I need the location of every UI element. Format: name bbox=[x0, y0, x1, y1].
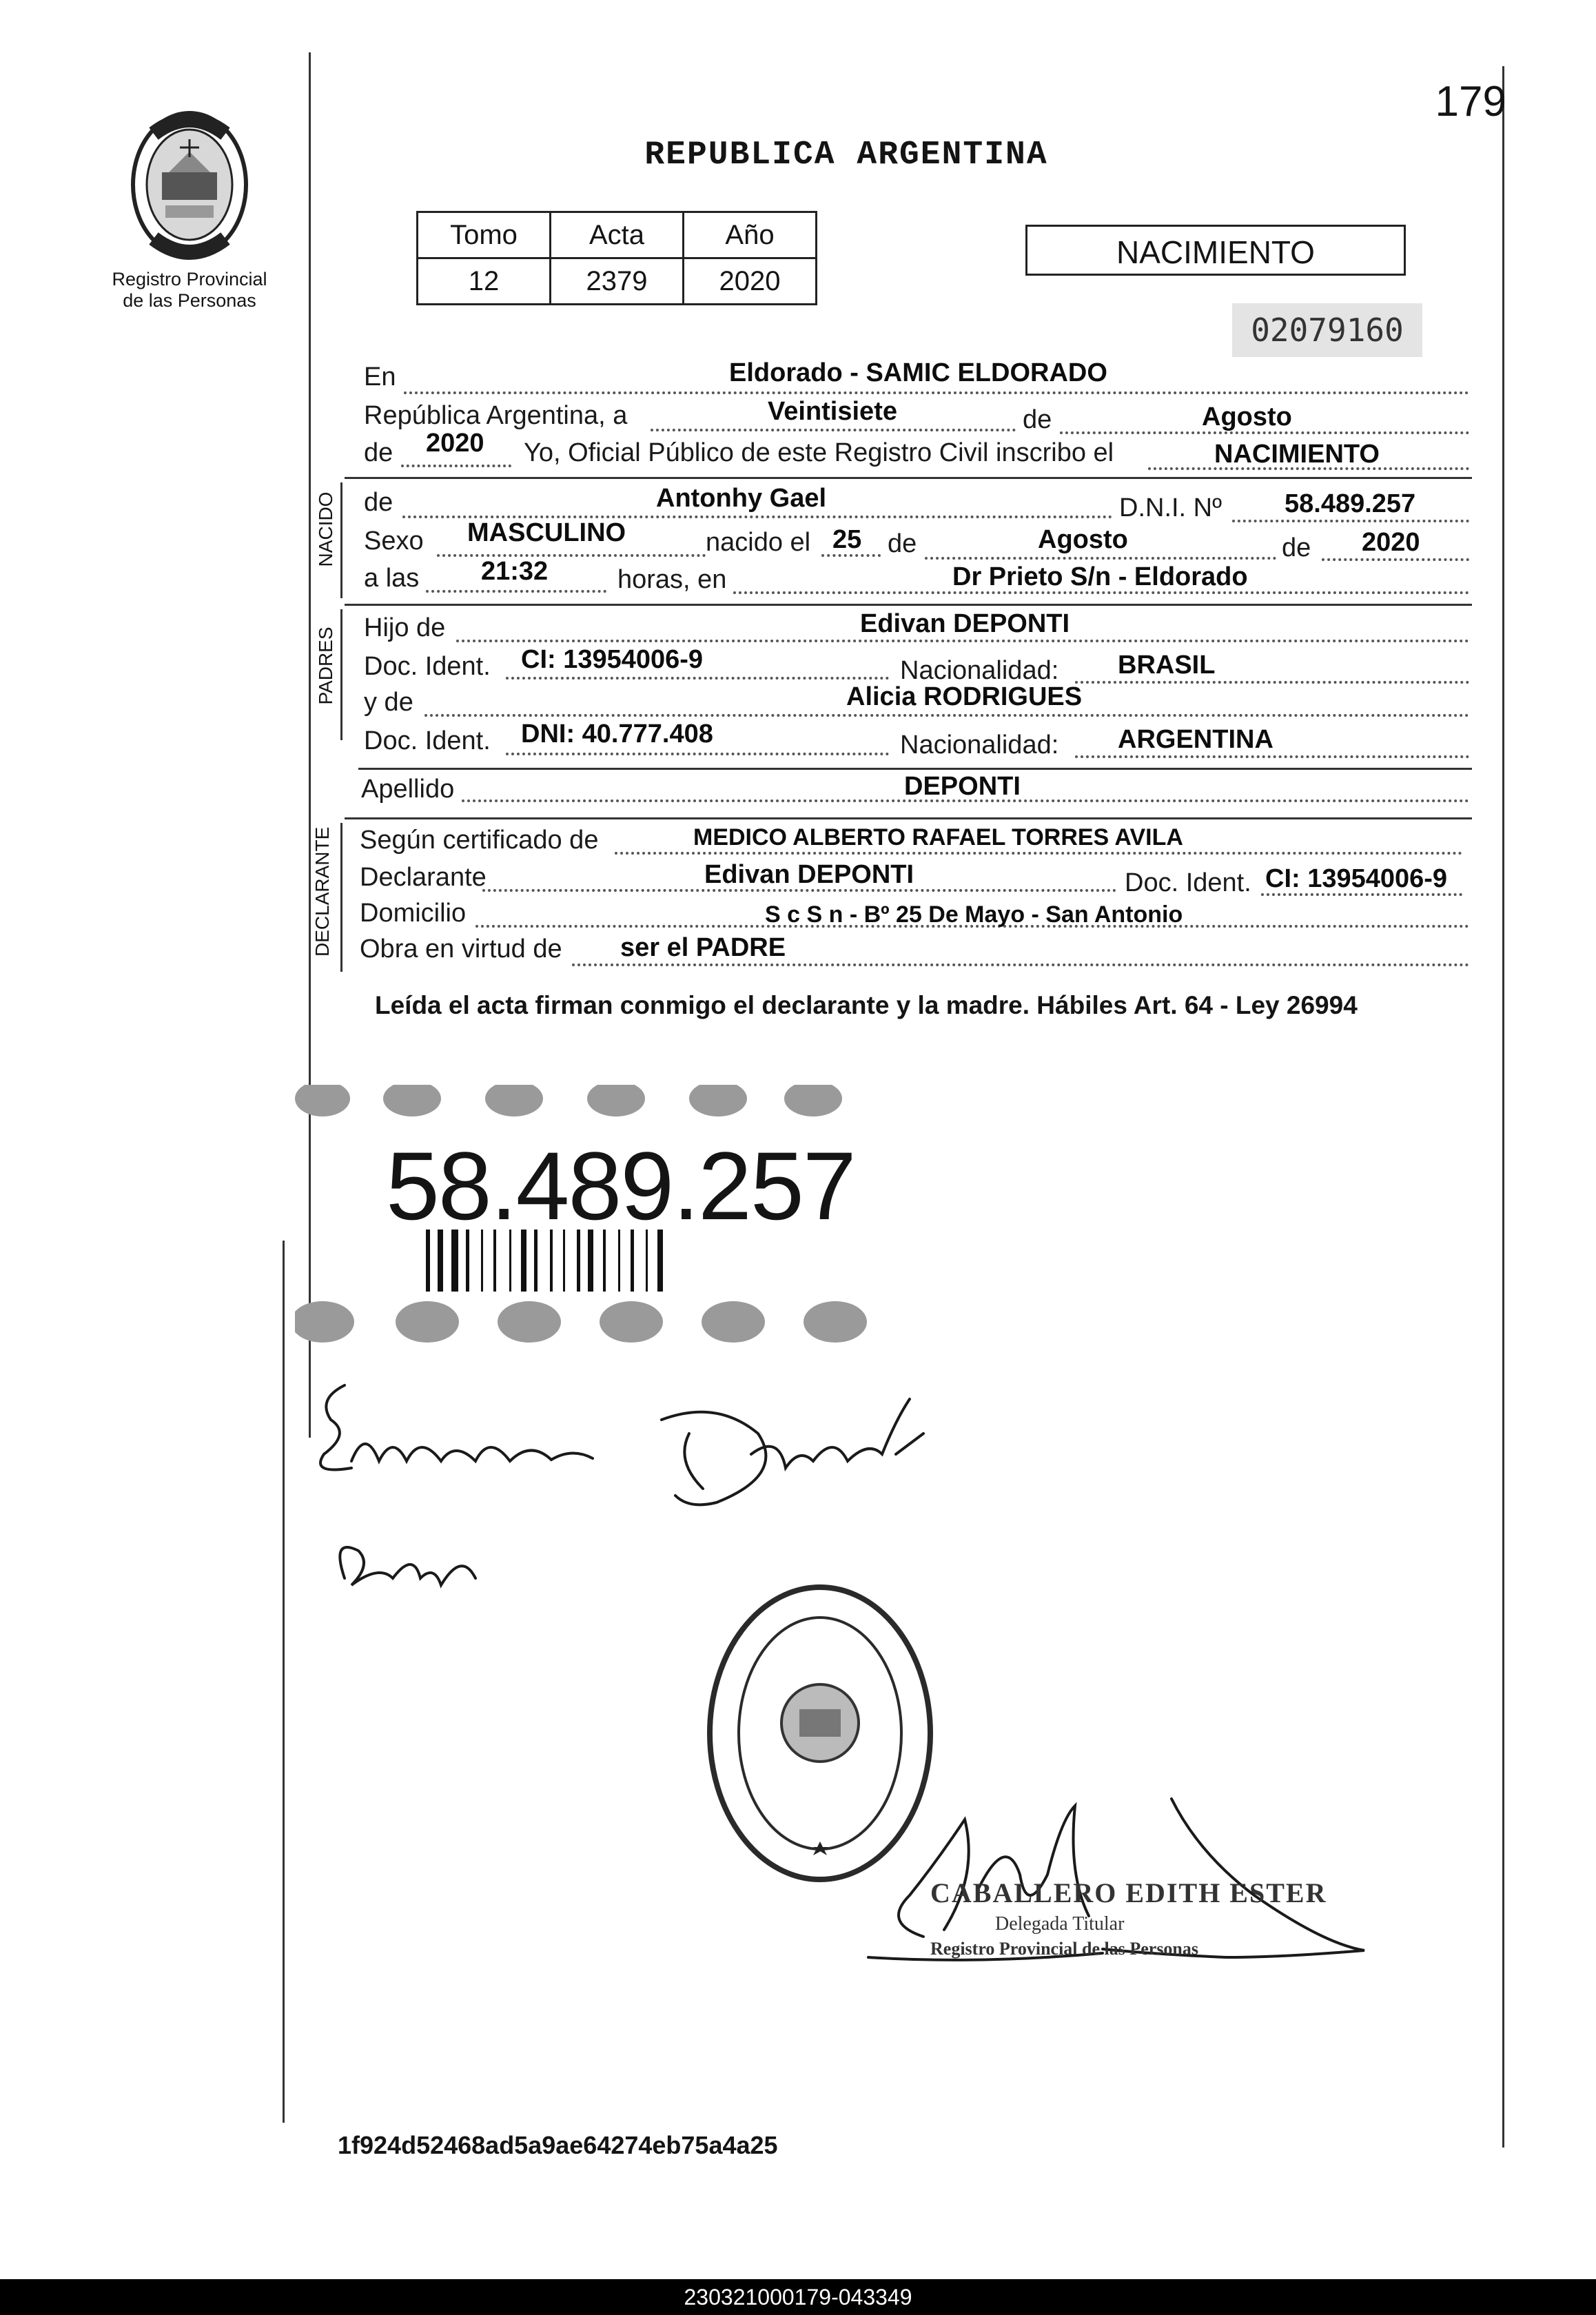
logo-caption-line1: Registro Provincial bbox=[112, 269, 267, 289]
section-divider bbox=[358, 768, 1472, 770]
section-label-nacido: NACIDO bbox=[315, 491, 336, 567]
dni-label-number: 58.489.257 bbox=[386, 1132, 855, 1240]
dotted-line bbox=[506, 753, 889, 755]
dotted-line bbox=[506, 677, 889, 680]
value-certificate-by: MEDICO ALBERTO RAFAEL TORRES AVILA bbox=[693, 824, 1183, 850]
label-doc-ident-father: Doc. Ident. bbox=[364, 652, 491, 681]
label-de: de bbox=[1023, 405, 1052, 434]
value-name: Antonhy Gael bbox=[656, 484, 827, 513]
document-hash: 1f924d52468ad5a9ae64274eb75a4a25 bbox=[338, 2131, 778, 2159]
document-title: REPUBLICA ARGENTINA bbox=[644, 136, 1048, 174]
register-table-header bbox=[418, 212, 817, 258]
label-apellido: Apellido bbox=[361, 775, 455, 804]
dotted-line bbox=[456, 640, 1469, 642]
label-de-year: de bbox=[364, 438, 393, 467]
label-de-birth-month: de bbox=[888, 529, 917, 558]
register-header-acta: Acta bbox=[551, 212, 684, 258]
value-father: Edivan DEPONTI bbox=[860, 609, 1070, 638]
section-bracket bbox=[340, 823, 342, 972]
label-doc-ident-declarant: Doc. Ident. bbox=[1125, 868, 1251, 897]
value-mother-nationality: ARGENTINA bbox=[1118, 725, 1273, 754]
dotted-line bbox=[572, 963, 1469, 966]
label-obra: Obra en virtud de bbox=[360, 935, 562, 963]
serial-stamp: 02079160 bbox=[1232, 303, 1422, 357]
dotted-line bbox=[404, 391, 1469, 394]
label-doc-ident-mother: Doc. Ident. bbox=[364, 726, 491, 755]
register-header-ano: Año bbox=[684, 212, 817, 258]
dotted-line bbox=[401, 465, 511, 467]
section-divider bbox=[345, 477, 1472, 479]
dotted-line bbox=[651, 429, 1016, 431]
label-a-las: a las bbox=[364, 564, 420, 593]
value-birth-day: 25 bbox=[832, 525, 862, 554]
value-birth-place: Dr Prieto S/n - Eldorado bbox=[952, 562, 1248, 591]
value-place: Eldorado - SAMIC ELDORADO bbox=[729, 358, 1107, 387]
dotted-line bbox=[426, 590, 606, 593]
footer-code: 230321000179-043349 bbox=[0, 2279, 1596, 2315]
registry-logo bbox=[103, 103, 276, 312]
value-year: 2020 bbox=[426, 429, 484, 458]
value-birth-month: Agosto bbox=[1038, 525, 1128, 554]
label-de-birth-year: de bbox=[1282, 533, 1311, 562]
section-bracket bbox=[340, 482, 342, 598]
label-sexo: Sexo bbox=[364, 527, 424, 555]
label-domicilio: Domicilio bbox=[360, 899, 467, 928]
label-segun: Según certificado de bbox=[360, 826, 599, 855]
section-label-declarante: DECLARANTE bbox=[311, 826, 333, 957]
value-mother-doc: DNI: 40.777.408 bbox=[521, 720, 713, 748]
value-capacity: ser el PADRE bbox=[620, 933, 786, 962]
section-divider bbox=[345, 817, 1472, 819]
dotted-line bbox=[437, 554, 706, 557]
officer-title: Delegada Titular bbox=[995, 1913, 1125, 1935]
dotted-line bbox=[615, 852, 1462, 855]
register-header-tomo: Tomo bbox=[418, 212, 551, 258]
section-divider bbox=[345, 604, 1472, 606]
label-horas-en: horas, en bbox=[617, 565, 727, 594]
register-table bbox=[416, 211, 817, 305]
value-father-nationality: BRASIL bbox=[1118, 651, 1216, 680]
officer-signature bbox=[841, 1792, 1378, 1971]
logo-caption-line2: de las Personas bbox=[123, 290, 256, 311]
dotted-line bbox=[1075, 681, 1469, 684]
register-table-values bbox=[418, 258, 817, 305]
officer-office: Registro Provincial de las Personas bbox=[930, 1939, 1199, 1959]
label-hijo-de: Hijo de bbox=[364, 613, 446, 642]
certificate-type-box: NACIMIENTO bbox=[1025, 225, 1406, 276]
label-de-name: de bbox=[364, 488, 393, 517]
value-declarant: Edivan DEPONTI bbox=[704, 860, 914, 889]
left-margin-line-lower bbox=[283, 1241, 285, 2123]
dotted-line bbox=[1322, 558, 1469, 561]
value-act-type: NACIMIENTO bbox=[1214, 440, 1380, 469]
value-declarant-doc: CI: 13954006-9 bbox=[1265, 864, 1448, 893]
label-y-de: y de bbox=[364, 688, 413, 717]
label-yo: Yo, Oficial Público de este Registro Civil inscribo el bbox=[524, 438, 1114, 467]
label-en: En bbox=[364, 363, 396, 391]
section-label-padres: PADRES bbox=[315, 626, 336, 705]
label-dni: D.N.I. Nº bbox=[1119, 493, 1222, 522]
label-nationality-mother: Nacionalidad: bbox=[900, 731, 1059, 759]
value-surname: DEPONTI bbox=[904, 772, 1021, 801]
register-value-acta: 2379 bbox=[551, 258, 684, 305]
register-value-ano: 2020 bbox=[684, 258, 817, 305]
page-number: 179 bbox=[1435, 78, 1506, 125]
value-sex: MASCULINO bbox=[467, 518, 626, 547]
register-value-tomo: 12 bbox=[418, 258, 551, 305]
officer-name: CABALLERO EDITH ESTER bbox=[930, 1877, 1327, 1908]
value-father-doc: CI: 13954006-9 bbox=[521, 645, 704, 674]
dotted-line bbox=[1232, 520, 1469, 522]
label-nacido-el: nacido el bbox=[706, 528, 811, 557]
value-day-words: Veintisiete bbox=[768, 397, 897, 426]
value-dni: 58.489.257 bbox=[1285, 489, 1416, 518]
province-seal-icon bbox=[127, 103, 252, 262]
closing-statement: Leída el acta firman conmigo el declarante y la madre. Hábiles Art. 64 - Ley 26994 bbox=[375, 991, 1358, 1019]
value-month: Agosto bbox=[1202, 402, 1292, 431]
label-republica: República Argentina, a bbox=[364, 401, 628, 430]
right-margin-line bbox=[1502, 66, 1504, 2148]
dotted-line bbox=[424, 714, 1469, 717]
value-address: S c S n - Bº 25 De Mayo - San Antonio bbox=[765, 901, 1183, 928]
label-declarante: Declarante bbox=[360, 863, 487, 892]
value-birth-year: 2020 bbox=[1362, 528, 1420, 557]
label-nationality-father: Nacionalidad: bbox=[900, 656, 1059, 685]
dotted-line bbox=[1075, 755, 1469, 758]
dotted-line bbox=[925, 557, 1276, 560]
section-bracket bbox=[340, 609, 342, 740]
value-mother: Alicia RODRIGUES bbox=[846, 682, 1083, 711]
value-birth-time: 21:32 bbox=[481, 557, 549, 586]
